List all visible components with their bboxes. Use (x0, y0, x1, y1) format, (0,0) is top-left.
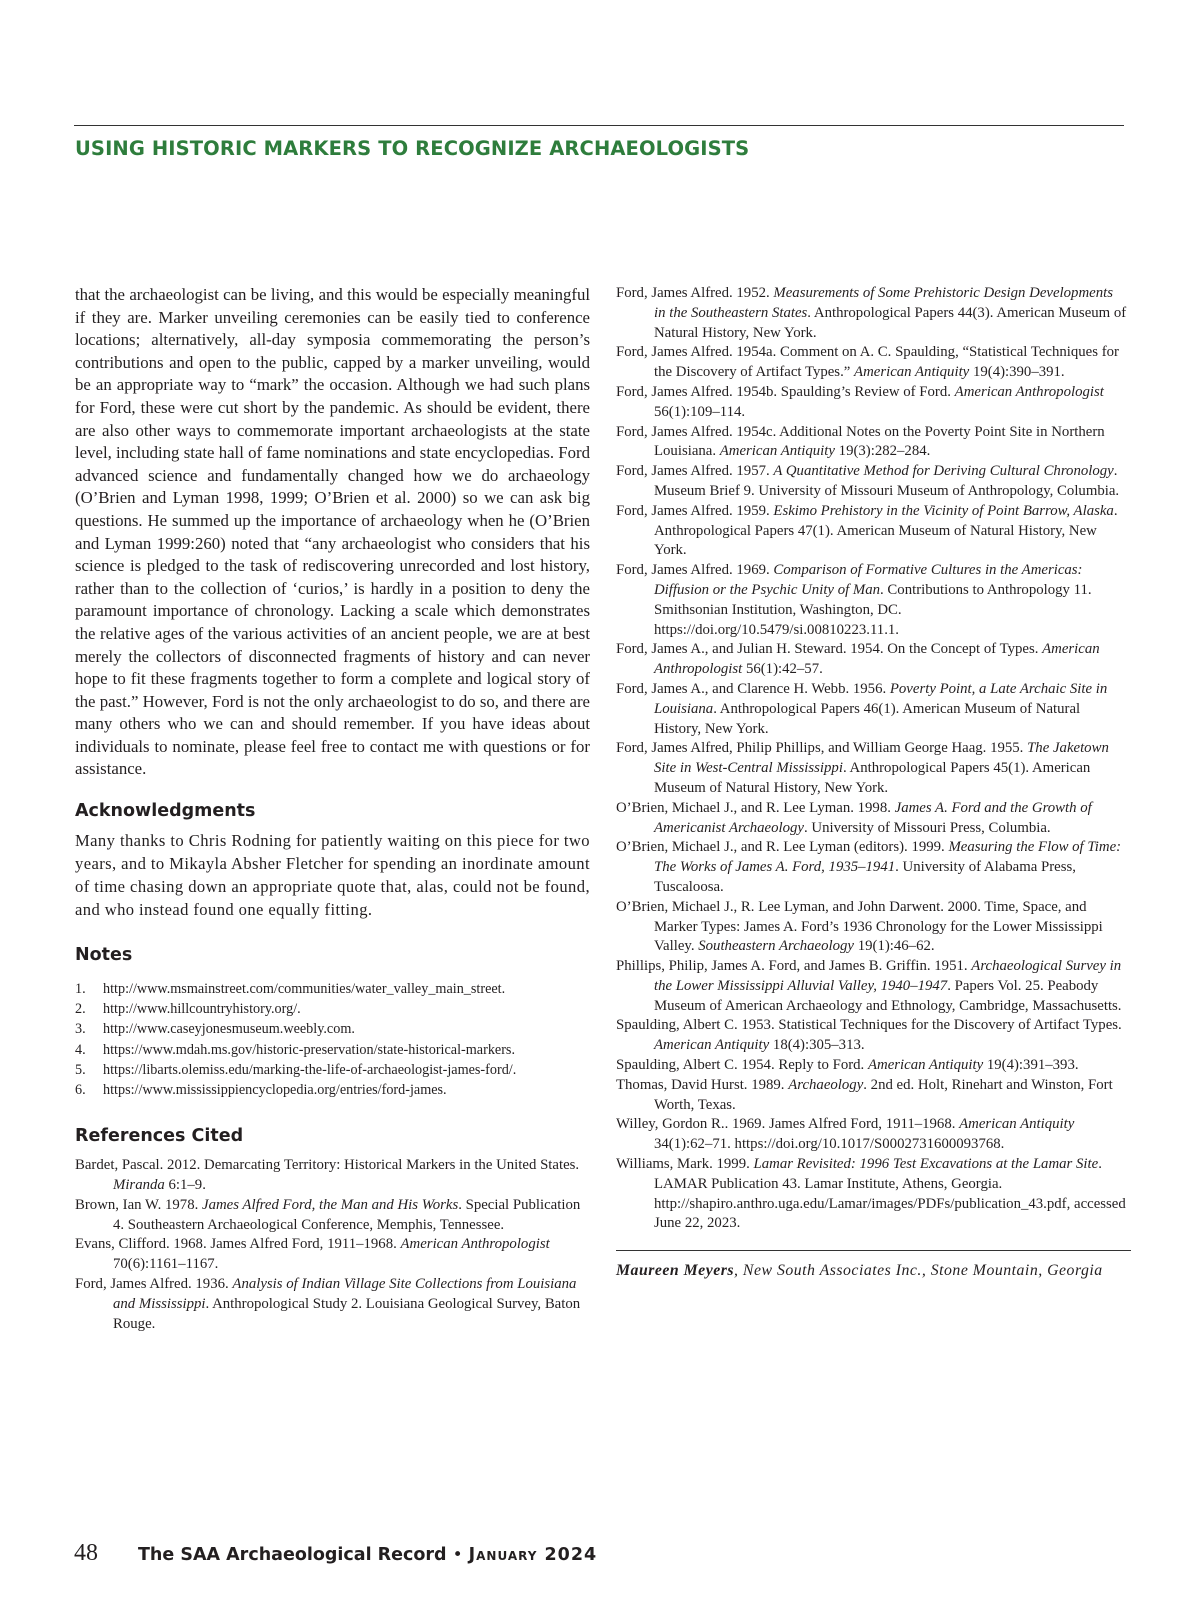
note-link[interactable]: https://www.mississippiencyclopedia.org/entries/ford-james. (103, 1082, 447, 1099)
reference-title: James Alfred Ford, the Man and His Works (202, 1196, 459, 1213)
author-affiliation (616, 1260, 1128, 1282)
reference-entry (75, 1156, 590, 1196)
note-item (75, 1060, 590, 1080)
reference-text: . Anthropological Papers 44(3). American Museum of Natural History, New York. (654, 304, 1127, 341)
reference-entry (616, 561, 1128, 640)
author-name: Maureen Meyers (616, 1262, 735, 1280)
reference-entry (616, 799, 1128, 839)
reference-text: Evans, Clifford. 1968. James Alfred Ford, 1911–1968. (75, 1236, 401, 1253)
reference-text: 19(3):282–284. (834, 443, 931, 460)
reference-text: Ford, James A., and Clarence H. Webb. 1956. (616, 680, 890, 697)
reference-text: Ford, James Alfred. 1954c. Additional Notes on the Poverty Point Site in Northern Louisiana. (616, 423, 1105, 460)
reference-title: Comparison of Formative Cultures in the Americas: Diffusion or the Psychic Unity of Man (654, 562, 1083, 598)
note-number: 2. (75, 1001, 86, 1018)
reference-text: Spaulding, Albert C. 1954. Reply to Ford. (616, 1057, 868, 1074)
reference-text: 19(4):390–391. (969, 364, 1065, 381)
reference-text: Ford, James A., and Julian H. Steward. 1954. On the Concept of Types. (616, 641, 1043, 658)
notes-heading: Notes (75, 945, 133, 966)
references-left-list (75, 1156, 590, 1334)
footer-bullet: • (452, 1545, 463, 1565)
reference-text: Ford, James Alfred, Philip Phillips, and William George Haag. 1955. (616, 740, 1028, 757)
reference-text: . Papers Vol. 25. Peabody Museum of American Archaeology and Ethnology, Cambridge, Massachusetts. (654, 977, 1122, 1014)
reference-title: Measuring the Flow of Time: The Works of James A. Ford, 1935–1941 (654, 839, 1122, 876)
reference-entry (75, 1196, 590, 1236)
reference-entry (616, 502, 1128, 561)
note-link[interactable]: http://www.caseyjonesmuseum.weebly.com. (103, 1021, 355, 1038)
reference-text: Spaulding, Albert C. 1953. Statistical Techniques for the Discovery of Artifact Types. (616, 1017, 1122, 1034)
reference-title: Southeastern Archaeology (698, 938, 855, 955)
reference-text: . 2nd ed. Holt, Rinehart and Winston, Fort Worth, Texas. (654, 1076, 1113, 1113)
note-number: 4. (75, 1041, 86, 1058)
note-number: 1. (75, 981, 86, 998)
note-number: 5. (75, 1061, 86, 1078)
reference-entry (616, 423, 1128, 463)
reference-text: Ford, James Alfred. 1954b. Spaulding’s Review of Ford. (616, 383, 955, 400)
reference-title: Miranda (113, 1177, 165, 1194)
note-link[interactable]: http://www.msmainstreet.com/communities/water_valley_main_street. (103, 981, 506, 998)
reference-entry (75, 1275, 590, 1334)
reference-text: 70(6):1161–1167. (113, 1256, 219, 1273)
reference-title: American Antiquity (959, 1116, 1075, 1133)
note-item (75, 1019, 590, 1039)
reference-text: Ford, James Alfred. 1957. (616, 463, 774, 480)
reference-text: . Anthropological Papers 45(1). American Museum of Natural History, New York. (654, 760, 1091, 796)
reference-title: Lamar Revisited: 1996 Test Excavations at the Lamar Site (753, 1156, 1099, 1173)
reference-entry (616, 462, 1128, 502)
note-number: 3. (75, 1021, 86, 1038)
reference-entry (616, 1056, 1128, 1076)
reference-title: American Antiquity (867, 1057, 984, 1074)
note-number: 6. (75, 1082, 86, 1099)
reference-text: O’Brien, Michael J., and R. Lee Lyman (editors). 1999. (616, 839, 949, 856)
reference-entry (616, 640, 1128, 680)
page-number: 48 (74, 1540, 98, 1566)
notes-list (75, 979, 590, 1100)
reference-text: 56(1):109–114. (654, 403, 746, 420)
reference-text: Thomas, David Hurst. 1989. (616, 1076, 789, 1093)
references-heading: References Cited (75, 1126, 244, 1147)
header-rule (74, 125, 1124, 126)
note-link[interactable]: https://libarts.olemiss.edu/marking-the-life-of-archaeologist-james-ford/. (103, 1061, 517, 1078)
reference-text: 19(4):391–393. (983, 1057, 1079, 1074)
reference-title: A Quantitative Method for Deriving Cultural Chronology (773, 463, 1114, 480)
reference-title: American Antiquity (654, 1037, 770, 1054)
reference-text: Ford, James Alfred. 1969. (616, 562, 774, 579)
note-link[interactable]: http://www.hillcountryhistory.org/. (103, 1001, 301, 1018)
reference-entry (616, 1115, 1128, 1155)
reference-text: 18(4):305–313. (769, 1037, 865, 1054)
reference-entry (616, 898, 1128, 957)
reference-text: Brown, Ian W. 1978. (75, 1196, 203, 1213)
reference-title: The Jaketown Site in West-Central Mississippi (654, 740, 1109, 777)
reference-text: O’Brien, Michael J., and R. Lee Lyman. 1998. (616, 799, 895, 816)
reference-title: Archaeological Survey in the Lower Mississippi Alluvial Valley, 1940–1947 (654, 958, 1122, 994)
reference-title: James A. Ford and the Growth of Americanist Archaeology (654, 799, 1092, 836)
reference-title: Archaeology (788, 1076, 864, 1093)
reference-title: American Anthropologist (654, 641, 1100, 678)
page-footer (74, 1540, 597, 1567)
affiliation-text: , New South Associates Inc., Stone Mountain, Georgia (734, 1262, 1103, 1280)
reference-title: American Anthropologist (400, 1236, 550, 1253)
note-item (75, 979, 590, 999)
reference-text: Phillips, Philip, James A. Ford, and James B. Griffin. 1951. (616, 958, 972, 975)
body-paragraph: that the archaeologist can be living, and this would be especially meaningful if they are. Marker unveiling ceremonies can be easily tied to conference locations; alternatively, all-day symposia commemorating the person’s contributions and open to the public, capped by a marker unveiling, would be an appropriate way to “mark” the occasion. Although we had such plans for Ford, these were cut short by the pandemic. As should be evident, there are also other ways to commemorate important archaeologists at the state level, including state hall of fame nominations and state encyclopedias. Ford advanced science and fundamentally changed how we do archaeology (O’Brien and Lyman 1998, 1999; O’Brien et al. 2000) so we can ask big questions. He summed up the importance of archaeology when he (O’Brien and Lyman 1999:260) noted that “any archaeologist who considers that his science is pledged to the task of rediscovering unrecorded and lost history, rather than to the collection of ‘curios,’ is hardly in a position to deny the paramount importance of chronology. Lacking a scale which demonstrates the relative ages of the various activities of an ancient people, we are at best merely the collectors of disconnected fragments of history and can never hope to fit these fragments together to form a complete and logical story of the past.” However, Ford is not the only archaeologist to do so, and there are many others who we can and should remember. If you have ideas about individuals to nominate, please feel free to contact me with questions or for assistance. (75, 285, 590, 779)
reference-title: Poverty Point, a Late Archaic Site in Louisiana (654, 680, 1108, 717)
reference-entry (616, 343, 1128, 383)
acknowledgments-heading: Acknowledgments (75, 801, 256, 822)
reference-text: Ford, James Alfred. 1952. (616, 285, 774, 301)
reference-text: 34(1):62–71. https://doi.org/10.1017/S0002731600093768. (654, 1136, 1005, 1153)
section-title: USING HISTORIC MARKERS TO RECOGNIZE ARCHAEOLOGISTS (75, 137, 750, 160)
reference-text: O’Brien, Michael J., R. Lee Lyman, and John Darwent. 2000. Time, Space, and Marker Types: James A. Ford’s 1936 Chronology for the Lower Mississippi Valley. (616, 898, 1103, 955)
reference-entry (616, 739, 1128, 798)
references-right-list (616, 284, 1128, 1234)
note-link[interactable]: https://www.mdah.ms.gov/historic-preservation/state-historical-markers. (103, 1041, 515, 1058)
reference-title: American Anthropologist (954, 383, 1104, 400)
reference-text: . University of Missouri Press, Columbia. (804, 819, 1051, 836)
reference-title: American Antiquity (719, 443, 835, 460)
reference-text: . Special Publication 4. Southeastern Archaeological Conference, Memphis, Tennessee. (113, 1196, 581, 1233)
reference-entry (616, 957, 1128, 1016)
reference-title: Analysis of Indian Village Site Collections from Louisiana and Mississippi (113, 1276, 577, 1312)
reference-text: Willey, Gordon R.. 1969. James Alfred Ford, 1911–1968. (616, 1116, 960, 1133)
reference-title: American Antiquity (854, 364, 970, 381)
reference-text: . University of Alabama Press, Tuscaloosa. (654, 859, 1076, 895)
reference-entry (616, 1076, 1128, 1116)
reference-entry (616, 383, 1128, 423)
reference-title: Measurements of Some Prehistoric Design Developments in the Southeastern States (654, 285, 1113, 321)
journal-title: The SAA Archaeological Record (138, 1545, 447, 1565)
reference-text: Ford, James Alfred. 1959. (616, 502, 774, 519)
reference-entry (616, 838, 1128, 897)
reference-text: 19(1):46–62. (854, 938, 935, 955)
note-item (75, 1040, 590, 1060)
reference-text: Ford, James Alfred. 1936. (75, 1276, 233, 1293)
reference-text: Bardet, Pascal. 2012. Demarcating Territory: Historical Markers in the United States. (75, 1157, 580, 1174)
reference-text: Ford, James Alfred. 1954a. Comment on A. C. Spaulding, “Statistical Techniques for the Discovery of Artifact Types.” (616, 344, 1119, 381)
reference-entry (616, 1155, 1128, 1234)
affiliation-rule (616, 1250, 1131, 1251)
reference-text: . LAMAR Publication 43. Lamar Institute, Athens, Georgia. http://shapiro.anthro.uga.edu/Lamar/images/PDFs/publication_43.pdf, accessed June 22, 2023. (654, 1156, 1126, 1232)
reference-text: . Anthropological Papers 47(1). American Museum of Natural History, New York. (654, 502, 1118, 559)
reference-text: . Museum Brief 9. University of Missouri Museum of Anthropology, Columbia. (654, 463, 1120, 499)
reference-text: . Contributions to Anthropology 11. Smithsonian Institution, Washington, DC. https://doi.org/10.5479/si.00810223.11.1. (654, 581, 1092, 638)
reference-text: 56(1):42–57. (742, 661, 823, 678)
reference-entry (616, 680, 1128, 739)
reference-entry (616, 284, 1128, 343)
note-item (75, 999, 590, 1019)
note-item (75, 1080, 590, 1100)
acknowledgments-text: Many thanks to Chris Rodning for patiently waiting on this piece for two years, and to Mikayla Absher Fletcher for spending an inordinate amount of time chasing down an appropriate quote that, alas, could not be found, and who instead found one equally fitting. (75, 831, 590, 920)
reference-text: . Anthropological Study 2. Louisiana Geological Survey, Baton Rouge. (113, 1295, 581, 1332)
reference-title: Eskimo Prehistory in the Vicinity of Point Barrow, Alaska (773, 502, 1114, 519)
reference-text: Williams, Mark. 1999. (616, 1156, 754, 1173)
left-column (75, 284, 590, 1334)
reference-entry (75, 1235, 590, 1275)
right-column (616, 284, 1128, 1282)
issue-date: January 2024 (468, 1545, 598, 1565)
reference-text: . Anthropological Papers 46(1). American Museum of Natural History, New York. (654, 700, 1081, 737)
reference-text: 6:1–9. (164, 1177, 206, 1194)
reference-entry (616, 1016, 1128, 1056)
